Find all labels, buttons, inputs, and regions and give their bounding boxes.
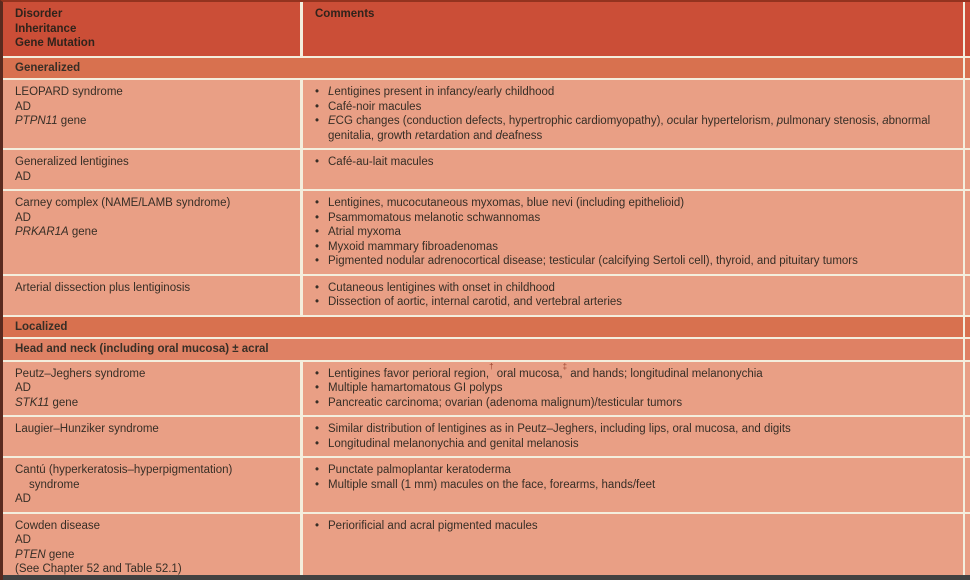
text-segment: Punctate palmoplantar keratoderma xyxy=(328,464,511,476)
text-segment: Lentigines, mucocutaneous myxomas, blue nevi (including epithelioid) xyxy=(328,197,685,209)
disorder-line xyxy=(15,519,292,534)
comments-cell xyxy=(300,458,970,512)
bullet-text xyxy=(328,114,960,143)
bullet-text xyxy=(328,196,960,211)
table-header-row xyxy=(3,2,970,58)
text-segment: Multiple hamartomatous GI polyps xyxy=(328,382,503,394)
text-segment: AD xyxy=(15,170,31,183)
text-segment: cular hypertelorism, xyxy=(673,115,777,127)
bullet-item xyxy=(315,225,960,240)
bullet-marker: • xyxy=(315,156,320,168)
disorder-line xyxy=(15,196,292,211)
text-segment: Generalized lentigines xyxy=(15,156,129,168)
table-row xyxy=(3,80,970,150)
text-segment: Lentigines favor perioral region, xyxy=(328,367,490,380)
bullet-item xyxy=(315,422,960,437)
disorder-cell xyxy=(3,80,300,148)
text-segment: STK11 xyxy=(15,396,50,409)
text-segment: AD xyxy=(15,382,31,394)
bullet-item xyxy=(315,100,960,115)
disorder-line xyxy=(15,100,292,115)
text-segment: (See Chapter 52 and Table 52.1) xyxy=(15,563,182,575)
bullet-item xyxy=(315,396,960,411)
text-segment: Laugier–Hunziker syndrome xyxy=(15,423,159,435)
text-segment: and hands; longitudinal melanonychia xyxy=(567,367,763,380)
comments-cell xyxy=(300,276,970,315)
bullet-marker: • xyxy=(315,255,320,267)
text-segment: PTEN xyxy=(15,548,46,561)
header-gene-mutation-label: Gene Mutation xyxy=(15,37,95,49)
disorder-cell xyxy=(3,417,300,456)
bullet-marker: • xyxy=(315,115,320,127)
disorder-line xyxy=(15,396,292,411)
bullet-marker: • xyxy=(315,464,320,476)
bullet-item xyxy=(315,295,960,310)
disorder-line xyxy=(15,281,292,296)
disorder-line xyxy=(15,225,292,240)
table-row xyxy=(3,150,970,191)
bullet-marker: • xyxy=(315,226,320,238)
disorder-cell xyxy=(3,362,300,416)
comments-cell xyxy=(300,80,970,148)
disorder-line xyxy=(15,155,292,170)
comments-cell xyxy=(300,362,970,416)
text-segment: Multiple small (1 mm) macules on the face, forearms, hands/feet xyxy=(328,478,656,491)
comments-cell xyxy=(300,417,970,456)
bullet-item xyxy=(315,463,960,478)
bullet-marker: • xyxy=(315,478,320,491)
bullet-text xyxy=(328,281,960,296)
text-segment: Longitudinal melanonychia and genital melanosis xyxy=(328,437,579,450)
section-label: Head and neck (including oral mucosa) ± acral xyxy=(15,343,269,355)
text-segment: CG changes (conduction defects, hypertrophic cardiomyopathy), xyxy=(335,115,667,127)
text-segment: AD xyxy=(15,493,31,505)
text-segment: entigines present in infancy/early childhood xyxy=(334,86,555,98)
disorder-line xyxy=(15,367,292,382)
bullet-text xyxy=(328,396,960,411)
table-row xyxy=(3,417,970,458)
text-segment: Periorificial and acral pigmented macules xyxy=(328,519,538,532)
text-segment: Similar distribution of lentigines as in Peutz–Jeghers, including lips, oral mucosa, and digits xyxy=(328,423,791,435)
text-segment: eafness xyxy=(501,129,543,142)
bullet-marker: • xyxy=(315,437,320,450)
text-segment: Café-au-lait macules xyxy=(328,156,434,168)
text-segment: syndrome xyxy=(29,478,80,491)
bullet-text xyxy=(328,422,960,437)
text-segment: Psammomatous melanotic schwannomas xyxy=(328,211,541,224)
bullet-text xyxy=(328,100,960,115)
text-segment: gene xyxy=(57,115,87,127)
disorder-cell xyxy=(3,150,300,189)
bullet-marker: • xyxy=(315,519,320,532)
text-segment: AD xyxy=(15,100,31,113)
table-row xyxy=(3,458,970,514)
text-segment: PTPN11 xyxy=(15,115,58,127)
text-segment: gene xyxy=(68,226,98,238)
section-label: Generalized xyxy=(15,61,81,74)
disorder-cell xyxy=(3,458,300,512)
text-segment: Carney complex (NAME/LAMB syndrome) xyxy=(15,197,231,209)
bullet-marker: • xyxy=(315,423,320,435)
text-segment: Cowden disease xyxy=(15,519,101,532)
bullet-marker: • xyxy=(315,367,320,380)
bullet-marker: • xyxy=(315,211,320,224)
bullet-marker: • xyxy=(315,197,320,209)
text-segment: bnormal genitalia, growth xyxy=(328,115,931,142)
disorder-line xyxy=(15,114,292,129)
footnote-mark: ‡ xyxy=(562,361,568,371)
disorder-line xyxy=(15,548,292,563)
header-disorder-label: Disorder xyxy=(15,8,63,20)
bullet-text xyxy=(328,519,960,534)
text-segment: ulmonary stenosis, xyxy=(783,115,883,127)
text-segment: gene xyxy=(45,548,75,561)
text-segment: Myxoid mammary fibroadenomas xyxy=(328,240,499,253)
bullet-marker: • xyxy=(315,296,320,308)
header-disorder-cell xyxy=(3,2,300,56)
section-label: Localized xyxy=(15,320,68,333)
bullet-text xyxy=(328,381,960,396)
header-comments-label: Comments xyxy=(315,8,375,20)
section-row xyxy=(3,339,970,362)
section-row xyxy=(3,58,970,81)
text-segment: LEOPARD syndrome xyxy=(15,86,123,98)
text-segment: Cantú (hyperkeratosis–hyperpigmentation) xyxy=(15,464,233,476)
text-segment: r xyxy=(414,129,419,142)
table-row xyxy=(3,191,970,276)
text-segment: o xyxy=(666,115,674,127)
text-segment: Dissection of aortic, internal carotid, and vertebral arteries xyxy=(328,296,623,308)
text-segment: oral mucosa, xyxy=(493,367,563,380)
text-segment: L xyxy=(328,86,335,98)
bullet-item xyxy=(315,281,960,296)
bullet-item xyxy=(315,240,960,255)
table-right-rule xyxy=(963,2,965,575)
bullet-marker: • xyxy=(315,86,320,98)
disorder-line xyxy=(15,463,292,478)
disorder-line xyxy=(15,533,292,548)
bullet-item xyxy=(315,211,960,226)
bullet-item xyxy=(315,361,960,382)
text-segment: p xyxy=(776,115,784,127)
bullet-text xyxy=(328,478,960,493)
bullet-text xyxy=(328,85,960,100)
bullet-text xyxy=(328,254,960,269)
bullet-item xyxy=(315,437,960,452)
bullet-text xyxy=(328,211,960,226)
bullet-item xyxy=(315,196,960,211)
table-row xyxy=(3,514,970,580)
text-segment: Pancreatic carcinoma; ovarian (adenoma malignum)/testicular tumors xyxy=(328,396,683,409)
text-segment: Peutz–Jeghers syndrome xyxy=(15,367,146,380)
disorder-line xyxy=(15,170,292,185)
text-segment: a xyxy=(882,115,889,127)
header-comments-cell xyxy=(300,2,970,56)
bullet-text xyxy=(328,240,960,255)
text-segment: PRKAR1A xyxy=(15,226,69,238)
bullet-text xyxy=(328,295,960,310)
text-segment: Atrial myxoma xyxy=(328,226,401,238)
comments-cell xyxy=(300,514,970,580)
bullet-item xyxy=(315,155,960,170)
disorder-line xyxy=(15,381,292,396)
header-inheritance-label: Inheritance xyxy=(15,22,77,35)
bullet-item xyxy=(315,114,960,143)
disorder-line xyxy=(15,211,292,226)
table-row xyxy=(3,276,970,317)
disorder-cell xyxy=(3,191,300,274)
disorder-cell xyxy=(3,276,300,315)
table-body xyxy=(3,58,970,580)
bullet-marker: • xyxy=(315,382,320,394)
text-segment: E xyxy=(328,115,336,127)
bullet-item xyxy=(315,519,960,534)
disorder-line xyxy=(15,478,292,493)
bullet-marker: • xyxy=(315,240,320,253)
text-segment: Arterial dissection plus lentiginosis xyxy=(15,281,191,294)
table-bottom-rule xyxy=(3,575,970,580)
comments-cell xyxy=(300,150,970,189)
text-segment: gene xyxy=(49,396,79,409)
bullet-marker: • xyxy=(315,396,320,409)
bullet-text xyxy=(328,361,960,382)
bullet-item xyxy=(315,478,960,493)
bullet-text xyxy=(328,225,960,240)
disorder-cell xyxy=(3,514,300,580)
bullet-item xyxy=(315,381,960,396)
text-segment: Pigmented nodular adrenocortical disease; testicular (calcifying Sertoli cell), thyroid, and pituitary tumors xyxy=(328,255,858,267)
bullet-item xyxy=(315,85,960,100)
disorder-line xyxy=(15,85,292,100)
bullet-text xyxy=(328,437,960,452)
disorder-line xyxy=(15,492,292,507)
bullet-marker: • xyxy=(315,281,320,294)
bullet-item xyxy=(315,254,960,269)
section-row xyxy=(3,317,970,340)
text-segment: etardation and xyxy=(418,129,496,142)
bullet-marker: • xyxy=(315,100,320,113)
text-segment: Cutaneous lentigines with onset in childhood xyxy=(328,281,555,294)
text-segment: AD xyxy=(15,211,31,224)
disorder-line xyxy=(15,422,292,437)
comments-cell xyxy=(300,191,970,274)
text-segment: Café-noir macules xyxy=(328,100,422,113)
text-segment: d xyxy=(495,129,502,142)
table-row xyxy=(3,362,970,418)
bullet-text xyxy=(328,463,960,478)
text-segment: AD xyxy=(15,534,31,546)
footnote-mark: † xyxy=(489,361,494,371)
bullet-text xyxy=(328,155,960,170)
